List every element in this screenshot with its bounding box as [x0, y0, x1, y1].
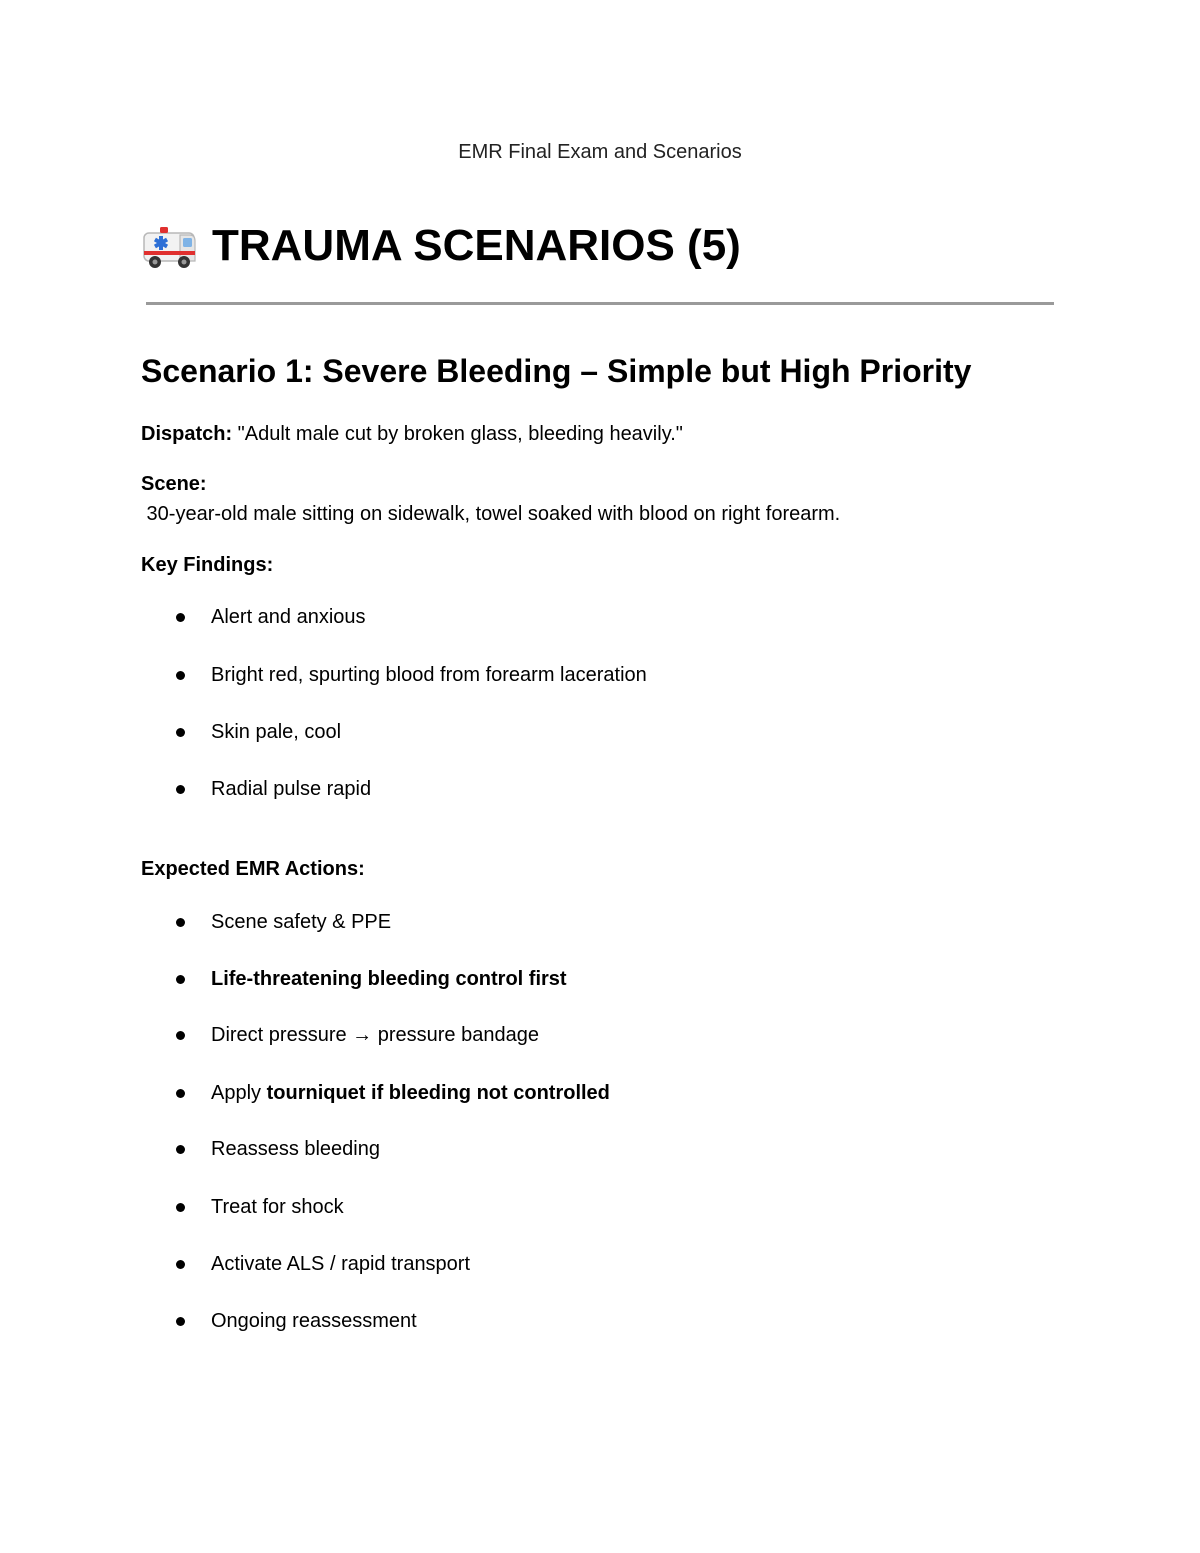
document-title-row: [140, 218, 741, 274]
bullet-icon: [176, 1031, 185, 1040]
bullet-icon: [176, 1260, 185, 1269]
bullet-icon: [176, 975, 185, 984]
tourniquet-line: Apply tourniquet if bleeding not controlled: [211, 1082, 610, 1104]
bullet-icon: [176, 1089, 185, 1098]
dispatch-line: [141, 421, 683, 447]
scenario-title: Scenario 1: Severe Bleeding – Simple but High Priority: [141, 353, 972, 389]
bullet-icon: [176, 728, 185, 737]
key-findings-label: Key Findings:: [141, 554, 274, 576]
bullet-icon: [176, 671, 185, 680]
page-header: EMR Final Exam and Scenarios: [458, 141, 742, 163]
dispatch-label: Dispatch:: [141, 423, 233, 445]
dispatch-text: "Adult male cut by broken glass, bleeding heavily.": [232, 423, 683, 445]
bullet-icon: [176, 1145, 185, 1154]
bullet-icon: [176, 918, 185, 927]
scene-text: 30-year-old male sitting on sidewalk, towel soaked with blood on right forearm.: [141, 503, 841, 525]
horizontal-divider: [146, 302, 1054, 305]
bullet-icon: [176, 785, 185, 794]
bullet-icon: [176, 613, 185, 622]
document-title: TRAUMA SCENARIOS (5): [212, 221, 741, 270]
scene-label: Scene:: [141, 473, 207, 495]
actions-label: Expected EMR Actions:: [141, 858, 365, 880]
bullet-icon: [176, 1317, 185, 1326]
document-page: EMR Final Exam and Scenarios TRAUMA SCENARIOS (5) Scenario 1: Severe Bleeding – Simple but High Priority Dispatch: "Adult male cut by broken glass, bleeding heavily." Scene: 30-year-old male sitting on sidewalk, towel soaked with blood on right forearm. Key Findings: Alert and anxious Bright red, spurting blood from forearm laceration Skin pale, cool Radial pulse rapid Expected EMR Actions: Scene safety & PPE Life-threatening bleeding control first Direct pressure → pressure bandage Apply tourniquet if bleeding not controlled Reassess bleeding Treat for shock Activate ALS / rapid transport Ongoing reassessment: [0, 0, 1200, 1553]
ambulance-icon: [140, 221, 198, 271]
bullet-icon: [176, 1203, 185, 1212]
